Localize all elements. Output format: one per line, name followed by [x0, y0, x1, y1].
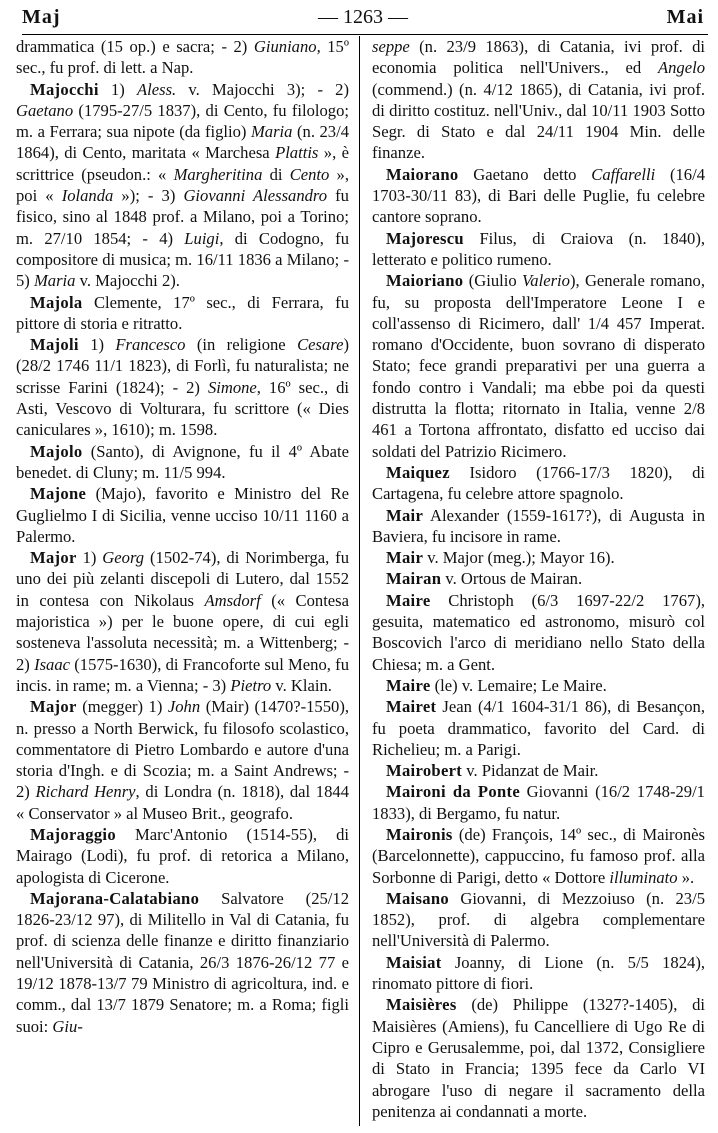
dictionary-entry	[16, 292, 349, 335]
entry-headword: Maioriano	[386, 271, 464, 291]
entry-italic-text: seppe	[372, 37, 410, 56]
entry-text: Marc'Antonio (1514-55), di Mairago (Lodi), fu prof. di retorica a Milano, apologista di Cicerone.	[16, 824, 349, 887]
entry-text: Filus, di Craiova (n. 1840), letterato e politico rumeno.	[372, 228, 705, 269]
entry-text: (le) v. Lemaire; Le Maire.	[430, 675, 607, 695]
right-column	[372, 36, 705, 1122]
dictionary-entry	[372, 36, 705, 164]
entry-headword: Majorana-Calatabiano	[30, 888, 200, 908]
entry-text: Joanny, di Lione (n. 5/5 1824), rinomato pittore di fiori.	[372, 952, 705, 994]
entry-italic-text: Amsdorf	[204, 590, 261, 610]
dictionary-entry	[372, 164, 705, 228]
entry-italic-text: Pietro	[230, 675, 272, 695]
entry-headword: Maisiat	[386, 952, 442, 972]
entry-text: (commend.) (n. 4/12 1865), di Catania, ivi prof. di diritto costituz. nell'Univ., dal 10/11 1903 Sotto Segr. di Stato e dal 24/11 1904 Min. delle finanze.	[372, 79, 705, 163]
entry-headword: Major	[30, 548, 77, 568]
dictionary-entry	[372, 270, 705, 462]
entry-italic-text: Margheritina	[173, 164, 263, 184]
page-number: — 1263 —	[318, 6, 408, 28]
entry-text: v. Ortous de Mairan.	[441, 569, 583, 589]
dictionary-entry	[16, 441, 349, 484]
entry-headword: Mairet	[386, 697, 437, 717]
entry-italic-text: Plattis	[275, 143, 319, 163]
entry-text: », poi «	[16, 164, 349, 206]
dictionary-entry	[16, 547, 349, 696]
entry-italic-text: John	[167, 697, 201, 717]
header-rule	[22, 34, 708, 35]
entry-text: ) (28/2 1746 11/1 1823), di Forlì, fu naturalista; ne scrisse Farini (1824); - 2)	[16, 335, 349, 397]
entry-text: », è scrittrice (pseudon.: «	[16, 143, 349, 184]
entry-text: (Santo), di Avignone, fu il 4º Abate benedet. di Cluny; m. 11/5 994.	[16, 441, 349, 482]
entry-headword: Mairobert	[386, 761, 463, 781]
entry-italic-text: Iolanda	[61, 186, 114, 206]
entry-headword: Majone	[30, 484, 87, 504]
entry-text: ».	[677, 867, 695, 887]
entry-headword: Maire	[386, 590, 431, 610]
entry-italic-text: Giu-	[52, 1016, 83, 1036]
entry-italic-text: illuminato	[609, 867, 678, 887]
dictionary-entry	[372, 994, 705, 1122]
entry-headword: Majola	[30, 292, 83, 312]
entry-text: , 16º sec., di Asti, Vescovo di Volturara, fu scrittore (« Dies caniculares », 1610); m. 1598.	[16, 377, 349, 440]
entry-text: di	[262, 164, 290, 184]
dictionary-entry	[16, 36, 349, 79]
entry-text: 1)	[98, 79, 137, 99]
entry-italic-text: Valerio	[522, 271, 570, 291]
entry-text: (Mair) (1470?-1550), n. presso a North Berwick, fu filosofo scolastico, commentatore di Pietro Lombardo e autore d'una storia d'Ingh. e di Scozia; m. a Saint Andrews; - 2)	[16, 697, 349, 802]
header-right-guideword: Mai	[666, 6, 704, 28]
entry-italic-text: Luigi	[184, 228, 220, 248]
entry-text: Giovanni (16/2 1748-29/1 1833), di Bergamo, fu natur.	[372, 782, 705, 823]
entry-text: ), Generale romano, fu, su proposta dell'Imperatore Leone I e coll'assenso di Ricimero, dall' 1/4 457 Imperat. romano d'Occidente, buon sovrano di disperato Stato; fece grandi preparativi per una guerra a fondo contro i Vandali; ma ebbe poi da questi distrutta la flotta; ritornato in Italia, venne 2/8 461 a Tortona affrontato, disfatto ed ucciso dai soldati del Patrizio Ricimero.	[372, 271, 706, 461]
entry-text: (n. 23/4 1864), di Cento, maritata « Marchesa	[16, 122, 349, 163]
entry-text: (Giulio	[463, 271, 522, 291]
dictionary-entry	[372, 568, 705, 589]
dictionary-entry	[16, 824, 349, 888]
entry-italic-text: Maria	[250, 122, 293, 142]
entry-italic-text: Maria	[33, 271, 76, 291]
entry-text: , di Londra (n. 1818), dal 1844 « Conservator » al Museo Brit., geografo.	[16, 782, 349, 823]
dictionary-entry	[372, 888, 705, 952]
entry-text: Isidoro (1766-17/3 1820), di Cartagena, fu celebre attore spagnolo.	[372, 462, 705, 504]
entry-italic-text: Aless.	[137, 79, 177, 99]
entry-text: fu fisico, sino al 1848 prof. a Milano, poi a Torino; m. 27/10 1854; - 4)	[16, 186, 349, 248]
entry-text: (1795-27/5 1837), di Cento, fu filologo; m. a Ferrara; sua nipote (da figlio)	[16, 100, 349, 142]
entry-text: 15º sec., fu prof. di lett. a Nap.	[16, 37, 349, 78]
entry-text: v. Pidanzat de Mair.	[462, 761, 599, 781]
dictionary-entry	[372, 952, 705, 995]
entry-headword: Maiorano	[386, 164, 459, 184]
entry-text: Giovanni, di Mezzoiuso (n. 23/5 1852), prof. di algebra complementare nell'Università di Palermo.	[372, 888, 705, 951]
entry-italic-text: Georg	[102, 548, 145, 568]
dictionary-entry	[372, 462, 705, 505]
entry-text: Jean (4/1 1604-31/1 86), di Besançon, fu poeta drammatico, favorito del Card. di Richelieu; m. a Parigi.	[372, 697, 705, 759]
entry-text: (« Contesa majoristica ») per le buone opere, di cui egli sosteneva l'assoluta necessità; m. a Wittenberg; - 2)	[16, 590, 349, 674]
entry-headword: Mair	[386, 505, 424, 525]
dictionary-entry	[16, 483, 349, 547]
entry-headword: Mair	[386, 548, 424, 568]
entry-headword: Maiquez	[386, 462, 450, 482]
entry-headword: Maironi da Ponte	[386, 782, 520, 802]
entry-text: (de) François, 14º sec., di Maironès (Barcelonnette), cappuccino, fu famoso prof. alla Sorbonne di Parigi, detto « Dottore	[372, 824, 705, 887]
entry-italic-text: Francesco	[115, 335, 186, 355]
entry-text: Clemente, 17º sec., di Ferrara, fu pittore di storia e ritratto.	[16, 292, 349, 333]
entry-text: 1)	[76, 548, 103, 568]
entry-italic-text: Simone	[207, 377, 257, 397]
entry-headword: Maisières	[386, 995, 457, 1015]
entry-text: Christoph (6/3 1697-22/2 1767), gesuita, matematico ed astronomo, misurò col Boscovich l'arco di meridiano nello Stato della Chiesa; m. a Gent.	[372, 590, 705, 674]
entry-text: (in religione	[185, 335, 298, 355]
entry-italic-text: Richard Henry	[35, 782, 136, 802]
entry-text: v. Klain.	[271, 675, 332, 695]
entry-italic-text: Giovanni Alessandro	[183, 186, 328, 206]
entry-headword: Maire	[386, 675, 431, 695]
entry-text: 1)	[78, 335, 116, 355]
entry-headword: Mairan	[386, 569, 442, 589]
header-left-guideword: Maj	[22, 6, 61, 28]
dictionary-entry	[372, 505, 705, 548]
dictionary-entry	[372, 675, 705, 696]
entry-text: (de) Philippe (1327?-1405), di Maisières (Amiens), fu Cancelliere di Ugo Re di Cipro e Gerusalemme, poi, dal 1372, Consigliere di Stato in Francia; 1395 fece da Carlo VI abrogare l'uso di negare il sacramento della penitenza ai condannati a morte.	[372, 995, 705, 1121]
entry-text: (n. 23/9 1863), di Catania, ivi prof. di economia politica nell'Univers., ed	[372, 37, 705, 78]
entry-headword: Maisano	[386, 888, 449, 908]
dictionary-entry	[16, 696, 349, 824]
entry-italic-text: Caffarelli	[591, 164, 656, 184]
entry-text: Salvatore (25/12 1826-23/12 97), di Militello in Val di Catania, fu prof. di scienza delle finanze e diritto finanziario nell'Università di Catania, 26/3 1876-26/12 77 e 19/12 1878-13/7 79 Ministro di agricoltura, ind. e comm., dal 13/7 1879 Senatore; m. a Roma; figli suoi:	[16, 888, 349, 1036]
entry-text: v. Majocchi 3); - 2)	[176, 79, 349, 99]
entry-text: v. Majocchi 2).	[75, 271, 180, 291]
entry-text: (16/4 1703-30/11 83), di Bari delle Puglie, fu celebre cantore soprano.	[372, 164, 705, 227]
entry-italic-text: Angelo	[657, 58, 705, 78]
entry-headword: Majorescu	[386, 228, 464, 248]
entry-text: Gaetano detto	[458, 164, 592, 184]
dictionary-entry	[372, 590, 705, 675]
entry-text: drammatica (15 op.) e sacra; - 2)	[16, 37, 254, 56]
entry-italic-text: Gaetano	[16, 100, 74, 120]
dictionary-entry	[372, 760, 705, 781]
entry-text: (1502-74), di Norimberga, fu uno dei più zelanti discepoli di Lutero, dal 1552 in contesa con Nikolaus	[16, 548, 349, 610]
left-column	[16, 36, 349, 1037]
entry-text: (1575-1630), di Francoforte sul Meno, fu incis. in rame; m. a Vienna; - 3)	[16, 654, 349, 695]
entry-headword: Majoli	[30, 335, 79, 355]
entry-headword: Majoraggio	[30, 824, 116, 844]
dictionary-entry	[16, 334, 349, 440]
page-header	[22, 6, 704, 32]
entry-headword: Major	[30, 697, 77, 717]
entry-headword: Maironis	[386, 824, 453, 844]
entry-text: Alexander (1559-1617?), di Augusta in Baviera, fu incisore in rame.	[372, 505, 705, 546]
entry-text: v. Major (meg.); Mayor 16).	[423, 548, 615, 568]
dictionary-entry	[16, 79, 349, 292]
entry-italic-text: Cento	[289, 164, 330, 184]
entry-italic-text: Giuniano,	[253, 37, 321, 56]
dictionary-entry	[372, 696, 705, 760]
entry-headword: Majolo	[30, 441, 83, 461]
entry-text: (Majo), favorito e Ministro del Re Guglielmo I di Sicilia, venne ucciso 10/11 1160 a Palermo.	[16, 484, 349, 546]
entry-text: »); - 3)	[113, 186, 184, 206]
entry-headword: Majocchi	[30, 79, 99, 99]
entry-italic-text: Isaac	[34, 654, 71, 674]
dictionary-entry	[372, 547, 705, 568]
entry-text: , di Codogno, fu compositore di musica; m. 16/11 1836 a Milano; - 5)	[16, 228, 349, 291]
dictionary-entry	[372, 781, 705, 824]
entry-text: (megger) 1)	[76, 697, 168, 717]
column-divider	[359, 36, 360, 1126]
entry-italic-text: Cesare	[297, 335, 344, 355]
dictionary-entry	[372, 824, 705, 888]
dictionary-entry	[16, 888, 349, 1037]
dictionary-entry	[372, 228, 705, 271]
